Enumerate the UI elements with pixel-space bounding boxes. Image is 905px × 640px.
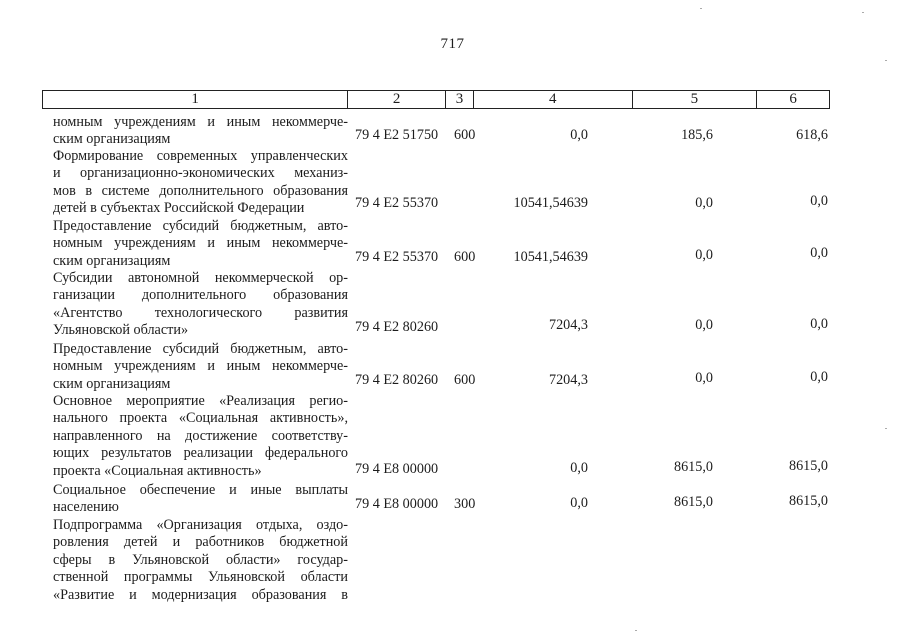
value-col-4: 0,0 [570,495,588,511]
header-col-1: 1 [43,91,348,108]
row-description [53,270,348,340]
value-col-6: 0,0 [810,193,828,209]
description-line: населению [53,499,119,516]
value-col-4: 0,0 [570,127,588,143]
description-line: ровления детей и работников бюджетной [53,534,348,551]
description-line: «Развитие и модернизация образования в [53,586,348,603]
description-line: номным учреждениям и иным некоммерче- [53,358,348,375]
value-col-6: 0,0 [810,369,828,385]
target-code: 79 4 E2 55370 [355,195,439,211]
description-line: Ульяновской области» [53,322,189,339]
scan-speck [635,630,637,631]
value-col-4: 10541,54639 [513,195,588,211]
value-col-5: 0,0 [695,195,713,211]
value-col-5: 0,0 [695,370,713,386]
description-line: номным учреждениям и иным некоммерче- [53,114,348,130]
description-line: направленного на достижение соответству- [53,427,348,444]
value-col-5: 185,6 [681,127,713,143]
description-line: Социальное обеспечение и иные выплаты [53,482,348,498]
value-col-5: 8615,0 [673,459,713,475]
description-line: детей в субъектах Российской Федерации [53,200,305,217]
description-line: ским организациям [53,252,171,269]
expense-type: 600 [454,372,476,388]
scan-speck [885,60,887,61]
description-line: ственной программы Ульяновской области [53,569,348,586]
target-code: 79 4 E2 80260 [355,319,439,335]
description-line: ским организациям [53,131,171,148]
description-line: Основное мероприятие «Реализация регио- [53,393,348,409]
value-col-4: 7204,3 [548,317,588,333]
description-line: Предоставление субсидий бюджетным, авто- [53,341,348,357]
expense-type: 300 [454,496,476,512]
description-line: Подпрограмма «Организация отдыха, оздо- [53,517,348,533]
row-description [53,482,348,517]
header-col-3: 3 [446,91,474,108]
scan-speck [700,8,702,9]
value-col-4: 7204,3 [548,372,588,388]
row-description [53,148,348,218]
value-col-6: 0,0 [810,245,828,261]
value-col-6: 0,0 [810,316,828,332]
description-line: ским организациям [53,375,171,392]
table-header [42,90,830,109]
row-description [53,341,348,393]
value-col-5: 8615,0 [673,494,713,510]
description-line: «Агентство технологического развития [53,304,348,321]
value-col-6: 8615,0 [788,458,828,474]
value-col-4: 10541,54639 [513,249,588,265]
expense-type: 600 [454,127,476,143]
scan-speck [862,12,864,13]
description-line: Субсидии автономной некоммерческой ор- [53,270,348,286]
row-description [53,218,348,270]
description-line: ганизации дополнительного образования [53,287,348,304]
description-line: нального проекта «Социальная активность», [53,410,348,427]
value-col-6: 8615,0 [788,493,828,509]
scan-speck [885,428,887,429]
description-line: проекта «Социальная активность» [53,462,262,479]
description-line: ющих результатов реализации федерального [53,445,348,462]
description-line: сферы в Ульяновской области» государ- [53,551,348,568]
description-line: номным учреждениям и иным некоммерче- [53,235,348,252]
row-description [53,114,348,149]
description-line: Предоставление субсидий бюджетным, авто- [53,218,348,234]
description-line: и организационно-экономических механиз- [53,165,348,182]
value-col-5: 0,0 [695,317,713,333]
value-col-5: 0,0 [695,247,713,263]
row-description [53,393,348,480]
value-col-6: 618,6 [796,127,828,143]
target-code: 79 4 E8 00000 [355,461,439,477]
header-col-5: 5 [633,91,758,108]
page-number: 717 [440,36,465,52]
row-description [53,517,348,604]
header-col-2: 2 [348,91,446,108]
target-code: 79 4 E8 00000 [355,496,439,512]
description-line: Формирование современных управленческих [53,148,348,164]
header-col-6: 6 [789,91,797,107]
value-col-4: 0,0 [570,460,588,476]
target-code: 79 4 E2 51750 [355,127,439,143]
expense-type: 600 [454,249,476,265]
description-line: мов в системе дополнительного образования [53,182,348,199]
target-code: 79 4 E2 55370 [355,249,439,265]
header-col-4: 4 [474,91,633,108]
target-code: 79 4 E2 80260 [355,372,439,388]
